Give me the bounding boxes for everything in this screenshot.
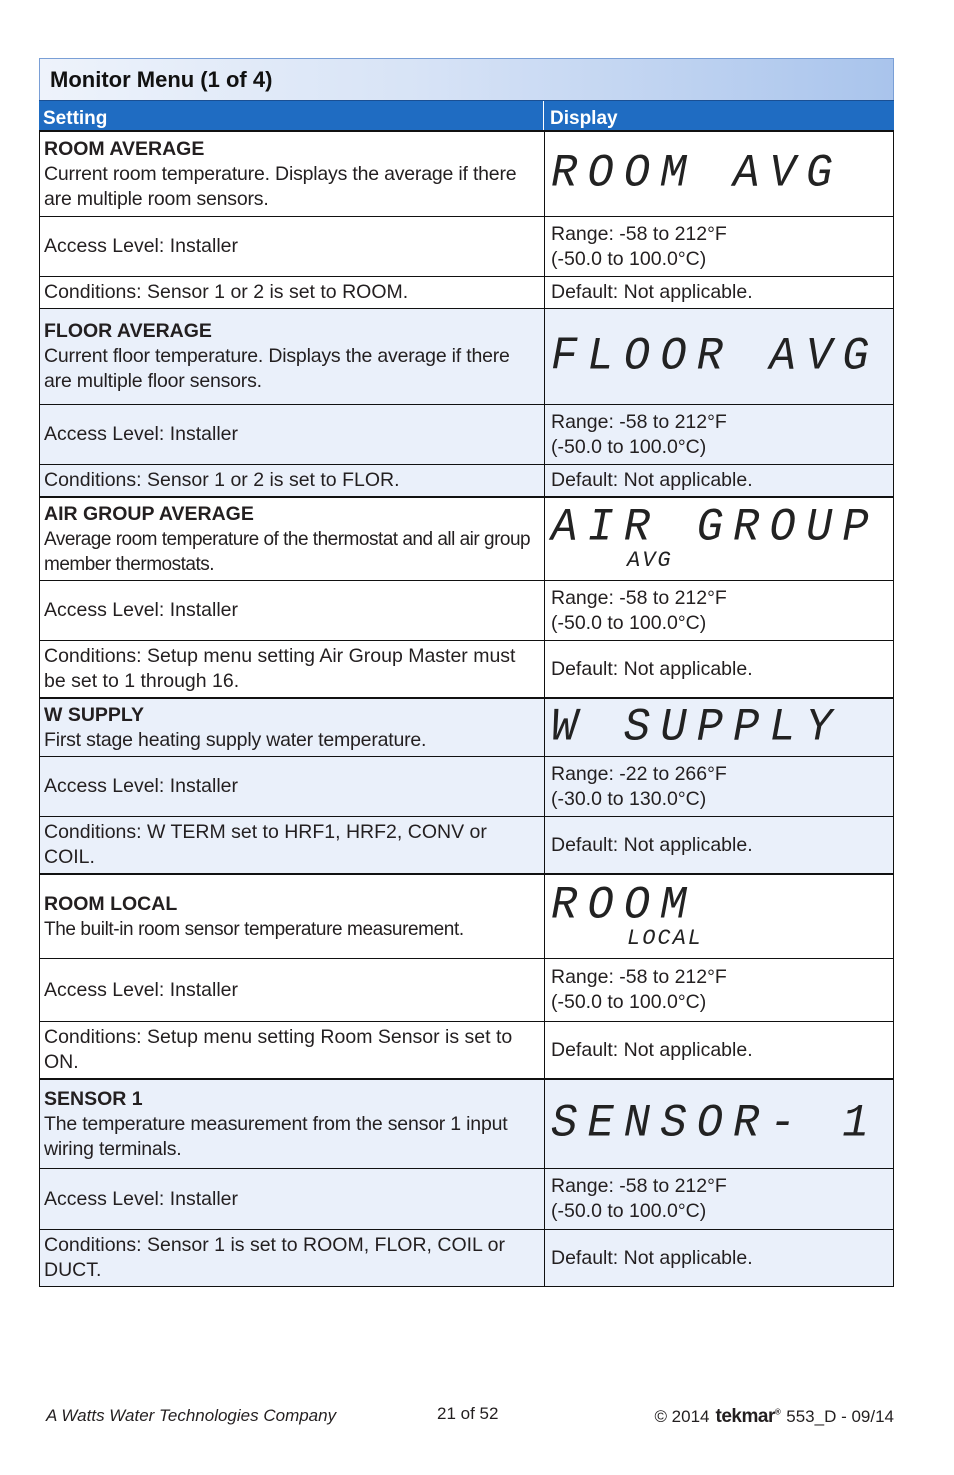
lcd-display (545, 132, 893, 216)
registered-mark: ® (774, 1407, 781, 1417)
setting-description: First stage heating supply water temperature. (44, 728, 427, 751)
conditions: Conditions: Setup menu setting Air Group Master must be set to 1 through 16. (40, 641, 545, 697)
setting-description: The built-in room sensor temperature measurement. (44, 918, 464, 940)
company-name: A Watts Water Technologies Company (46, 1406, 337, 1425)
range-celsius: (-50.0 to 100.0°C) (551, 991, 707, 1013)
entry-row-floor-average (39, 309, 894, 405)
conditions-row (39, 277, 894, 309)
setting-column-header: Setting (39, 101, 544, 130)
default-value: Default: Not applicable. (551, 657, 753, 680)
access-level: Access Level: Installer (40, 959, 545, 1021)
setting-description: Current floor temperature. Displays the average if there are multiple floor sensors. (44, 345, 510, 392)
setting-name: W SUPPLY (44, 703, 145, 726)
range-celsius: (-50.0 to 100.0°C) (551, 611, 707, 634)
conditions-row (39, 641, 894, 699)
conditions-row (39, 1022, 894, 1080)
access-level: Access Level: Installer (40, 581, 545, 640)
monitor-menu-table (39, 58, 894, 1287)
access-row (39, 405, 894, 465)
copyright: © 2014 (654, 1407, 710, 1426)
range-fahrenheit: Range: -58 to 212°F (551, 222, 727, 245)
setting-name: SENSOR 1 (44, 1087, 143, 1110)
lcd-text: ROOM AVG (551, 147, 843, 201)
default-value: Default: Not applicable. (545, 817, 893, 873)
tekmar-logo (716, 1406, 781, 1428)
setting-name: FLOOR AVERAGE (44, 320, 212, 342)
lcd-text: FLOOR AVG (551, 330, 879, 383)
conditions-row (39, 817, 894, 875)
lcd-display (545, 498, 893, 580)
lcd-text: W SUPPLY (551, 701, 843, 754)
lcd-display (545, 699, 893, 756)
setting-description: The temperature measurement from the sensor 1 input wiring terminals. (44, 1112, 508, 1160)
setting-name: ROOM LOCAL (44, 892, 178, 915)
document-code: 553_D - 09/14 (786, 1407, 894, 1426)
range-fahrenheit: Range: -58 to 212°F (551, 1175, 727, 1197)
range-fahrenheit: Range: -58 to 212°F (551, 410, 727, 433)
entry-row-room-average (39, 132, 894, 217)
conditions: Conditions: Sensor 1 or 2 is set to ROOM. (40, 277, 545, 308)
default-value: Default: Not applicable. (545, 465, 893, 496)
setting-description: Average room temperature of the thermostat and all air group member thermostats. (44, 528, 531, 575)
conditions: Conditions: W TERM set to HRF1, HRF2, CONV or COIL. (40, 817, 545, 873)
access-row (39, 217, 894, 277)
access-row (39, 581, 894, 641)
range-celsius: (-50.0 to 100.0°C) (551, 435, 707, 458)
page-number: 21 of 52 (437, 1404, 499, 1423)
access-row (39, 757, 894, 817)
range-fahrenheit: Range: -22 to 266°F (551, 762, 727, 785)
lcd-text: AIR GROUP (551, 501, 879, 555)
access-level: Access Level: Installer (40, 1169, 545, 1229)
access-level: Access Level: Installer (40, 757, 545, 816)
table-title: Monitor Menu (1 of 4) (39, 58, 894, 100)
entry-row-sensor-1 (39, 1080, 894, 1169)
setting-name: AIR GROUP AVERAGE (44, 502, 254, 525)
access-row (39, 959, 894, 1022)
access-level: Access Level: Installer (40, 405, 545, 464)
range-celsius: (-50.0 to 100.0°C) (551, 1200, 707, 1222)
table-header (39, 100, 894, 132)
setting-description: Current room temperature. Displays the average if there are multiple room sensors. (44, 162, 517, 210)
access-row (39, 1169, 894, 1230)
conditions: Conditions: Sensor 1 is set to ROOM, FLOR, COIL or DUCT. (40, 1230, 545, 1286)
default-value: Default: Not applicable. (551, 1038, 753, 1061)
entry-row-room-local (39, 875, 894, 959)
display-column-header: Display (550, 107, 618, 129)
lcd-display (545, 309, 893, 404)
lcd-text: SENSOR- 1 (551, 1097, 879, 1151)
brand-name: tekmar (715, 1406, 775, 1427)
conditions-row (39, 465, 894, 498)
range-fahrenheit: Range: -58 to 212°F (551, 586, 727, 609)
conditions-row (39, 1230, 894, 1287)
range-fahrenheit: Range: -58 to 212°F (551, 966, 727, 988)
footer-right (654, 1406, 894, 1428)
default-value: Default: Not applicable. (551, 281, 753, 303)
lcd-display (545, 875, 893, 958)
lcd-display (545, 1080, 893, 1168)
entry-row-w-supply (39, 699, 894, 757)
access-level: Access Level: Installer (40, 217, 545, 276)
range-celsius: (-30.0 to 130.0°C) (551, 787, 707, 810)
lcd-text: ROOM (551, 879, 697, 932)
range-celsius: (-50.0 to 100.0°C) (551, 247, 707, 270)
lcd-subtext: LOCAL (627, 925, 704, 951)
default-value: Default: Not applicable. (545, 1230, 893, 1286)
conditions: Conditions: Sensor 1 or 2 is set to FLOR. (40, 465, 545, 496)
setting-name: ROOM AVERAGE (44, 137, 205, 160)
conditions: Conditions: Setup menu setting Room Sensor is set to ON. (40, 1022, 545, 1078)
lcd-subtext: AVG (627, 548, 673, 573)
entry-row-air-group-average (39, 498, 894, 581)
